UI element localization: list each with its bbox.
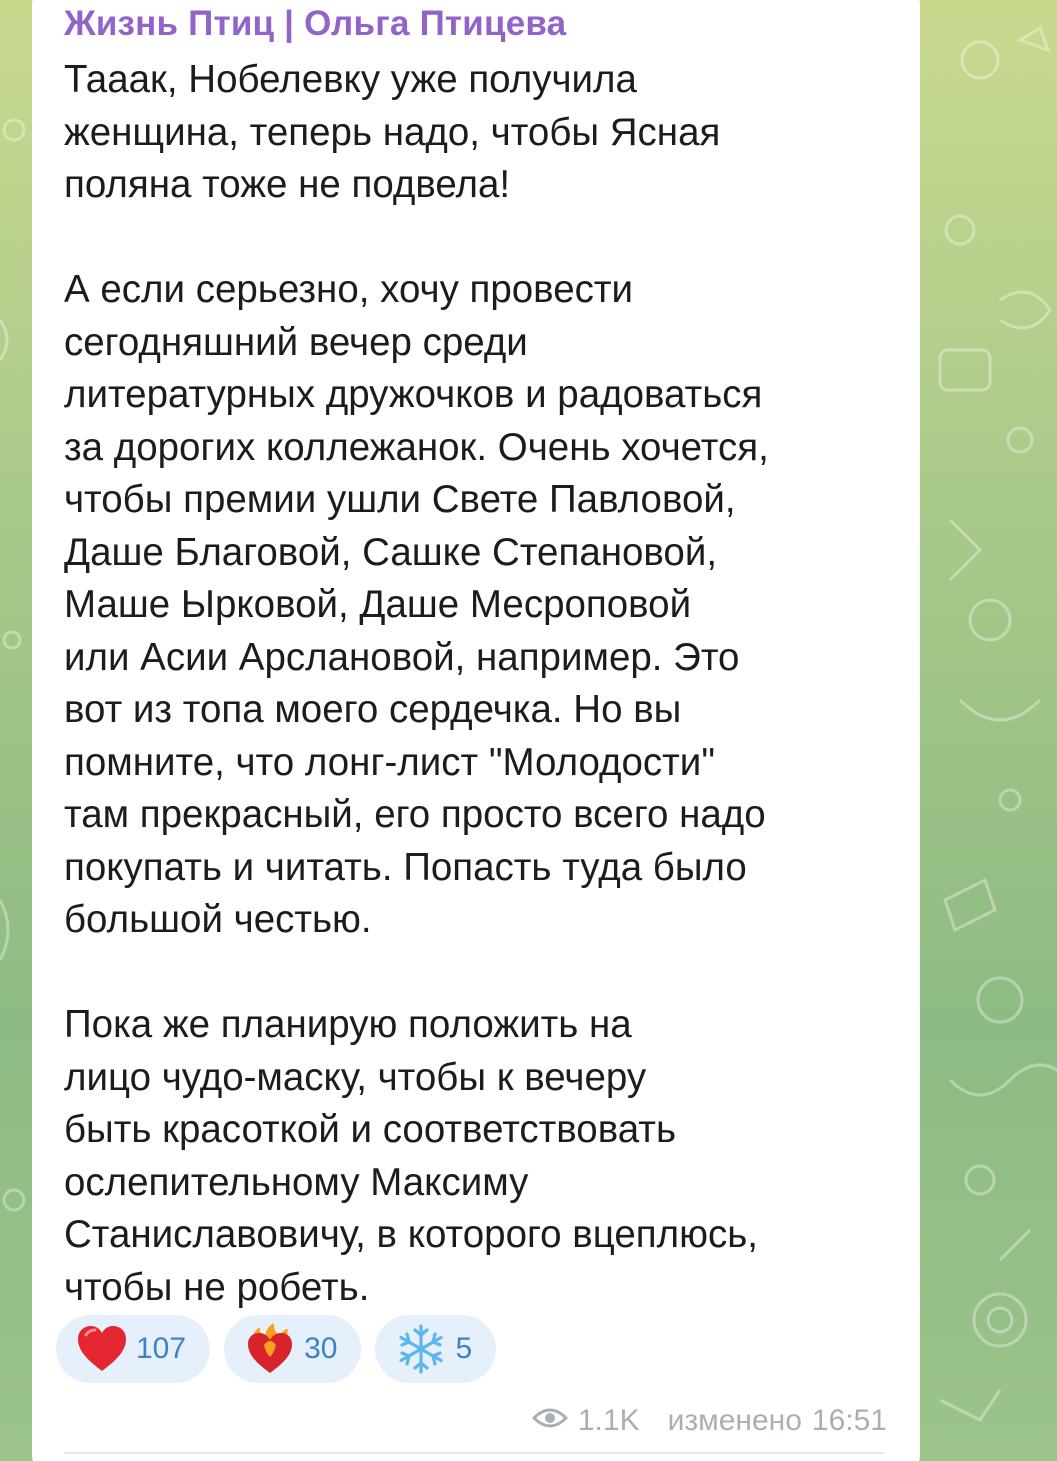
divider — [64, 1452, 884, 1454]
snowflake-icon — [395, 1323, 447, 1375]
message-meta — [532, 1404, 887, 1438]
eye-icon — [532, 1404, 568, 1438]
message-paragraph: А если серьезно, хочу провести сегодняшний вечер среди литературных дружочков и радоваться за дорогих коллежанок. Очень хочется, чтобы премии ушли Свете Павловой, Даше Благовой, Сашке Степановой, Маше Ырковой, Даше Месроповой или Асии Арслановой, например. Это вот из топа моего сердечка. Но вы помните, что лонг-лист "Молодости" там прекрасный, его просто всего надо покупать и читать. Попасть туда было большой честью. — [64, 268, 769, 941]
message-paragraph: Тааак, Нобелевку уже получила женщина, теперь надо, чтобы Ясная поляна тоже не подвела! — [64, 58, 721, 206]
channel-name[interactable]: Жизнь Птиц | Ольга Птицева — [64, 4, 567, 43]
reaction-heart-button[interactable] — [56, 1315, 210, 1383]
reactions-bar — [56, 1315, 496, 1383]
reaction-count: 30 — [304, 1332, 338, 1365]
reaction-snowflake-button[interactable] — [375, 1315, 496, 1383]
view-count: 1.1K — [577, 1404, 640, 1437]
reaction-heart-on-fire-button[interactable] — [224, 1315, 361, 1383]
reaction-count: 107 — [136, 1332, 187, 1365]
red-heart-icon — [76, 1323, 128, 1375]
message-time: 16:51 — [811, 1404, 887, 1437]
message-text — [64, 54, 894, 1314]
message-paragraph: Пока же планирую положить на лицо чудо-маску, чтобы к вечеру быть красоткой и соответствовать ослепительному Максиму Станиславовичу, в которого вцеплюсь, чтобы не робеть. — [64, 1003, 758, 1309]
edited-label: изменено — [667, 1404, 802, 1437]
reaction-count: 5 — [455, 1332, 473, 1365]
heart-on-fire-icon — [244, 1323, 296, 1375]
